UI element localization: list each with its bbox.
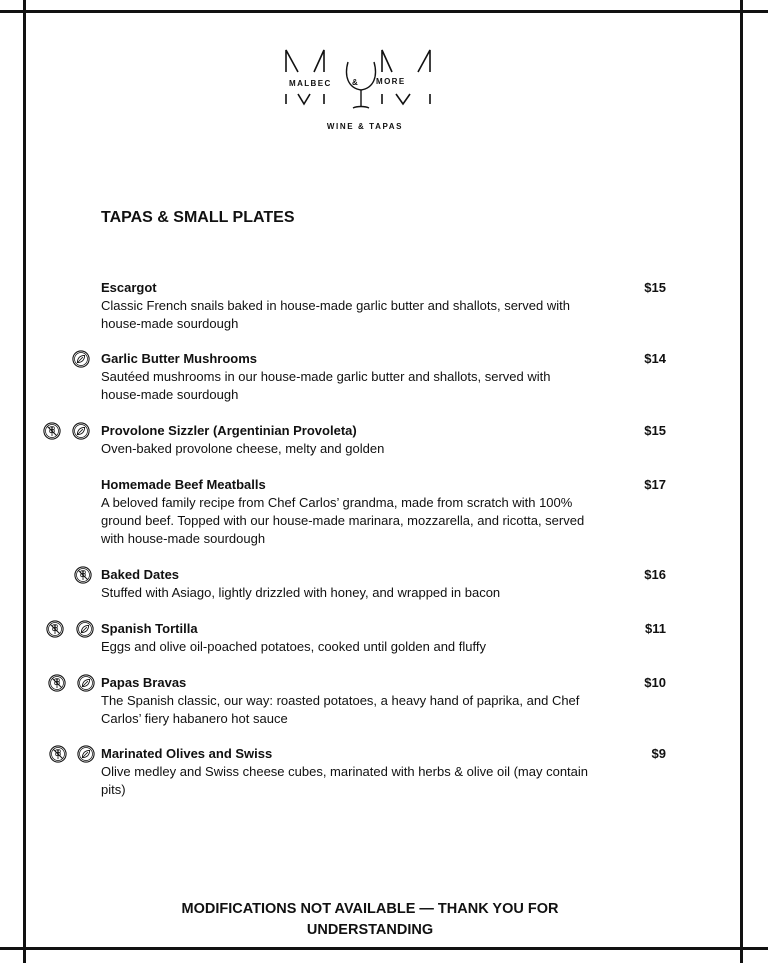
right-border-line [740,0,743,963]
item-name: Baked Dates [101,567,180,582]
item-name: Escargot [101,280,157,295]
item-price: $10 [644,675,666,690]
top-border-line [0,10,768,13]
section-title: TAPAS & SMALL PLATES [101,209,295,226]
item-description: Stuffed with Asiago, lightly drizzled with honey, and wrapped in bacon [101,585,501,600]
vegetarian-icon [77,745,95,763]
menu-item [101,745,666,799]
bottom-border-line [0,947,768,950]
item-name: Marinated Olives and Swiss [101,746,273,761]
restaurant-logo [284,48,438,134]
item-description: The Spanish classic, our way: roasted potatoes, a heavy hand of paprika, and Chef Carlos’ fiery habanero hot sauce [101,693,580,726]
menu-item [101,350,666,404]
left-border-line [23,0,26,963]
gluten-free-icon [43,422,61,440]
menu-item [101,674,666,728]
item-name: Provolone Sizzler (Argentinian Provoleta) [101,423,357,438]
menu-item [101,422,666,458]
vegetarian-icon [76,620,94,638]
vegetarian-icon [77,674,95,692]
menu-item [101,476,666,548]
logo-left-word: MALBEC [289,79,332,88]
menu-item [101,566,666,602]
item-price: $16 [644,567,666,582]
item-name: Papas Bravas [101,675,187,690]
logo-ampersand: & [352,78,358,87]
menu-item [101,620,666,656]
gluten-free-icon [48,674,66,692]
item-name: Spanish Tortilla [101,621,198,636]
item-description: Oven-baked provolone cheese, melty and golden [101,441,385,456]
footer-notice: MODIFICATIONS NOT AVAILABLE — THANK YOU FOR UNDERSTANDING [181,901,559,938]
item-description: Eggs and olive oil-poached potatoes, cooked until golden and fluffy [101,639,486,654]
gluten-free-icon [49,745,67,763]
item-description: Olive medley and Swiss cheese cubes, marinated with herbs & olive oil (may contain pits) [101,764,589,797]
item-price: $17 [644,477,666,492]
item-price: $14 [644,351,666,366]
item-description: Classic French snails baked in house-made garlic butter and shallots, served with house-made sourdough [101,298,570,331]
item-description: A beloved family recipe from Chef Carlos’ grandma, made from scratch with 100% ground beef. Topped with our house-made marinara, mozzarella, and ricotta, served with house-made sourdough [101,495,585,546]
logo-right-word: MORE [376,77,406,86]
menu-item [101,279,666,333]
item-price: $9 [651,746,666,761]
item-name: Homemade Beef Meatballs [101,477,266,492]
vegetarian-icon [72,422,90,440]
gluten-free-icon [46,620,64,638]
item-price: $15 [644,280,666,295]
logo-subtitle: WINE & TAPAS [326,122,404,131]
item-price: $15 [644,423,666,438]
item-description: Sautéed mushrooms in our house-made garlic butter and shallots, served with house-made sourdough [101,369,551,402]
item-name: Garlic Butter Mushrooms [101,351,258,366]
item-price: $11 [645,621,666,636]
gluten-free-icon [74,566,92,584]
vegetarian-icon [72,350,90,368]
